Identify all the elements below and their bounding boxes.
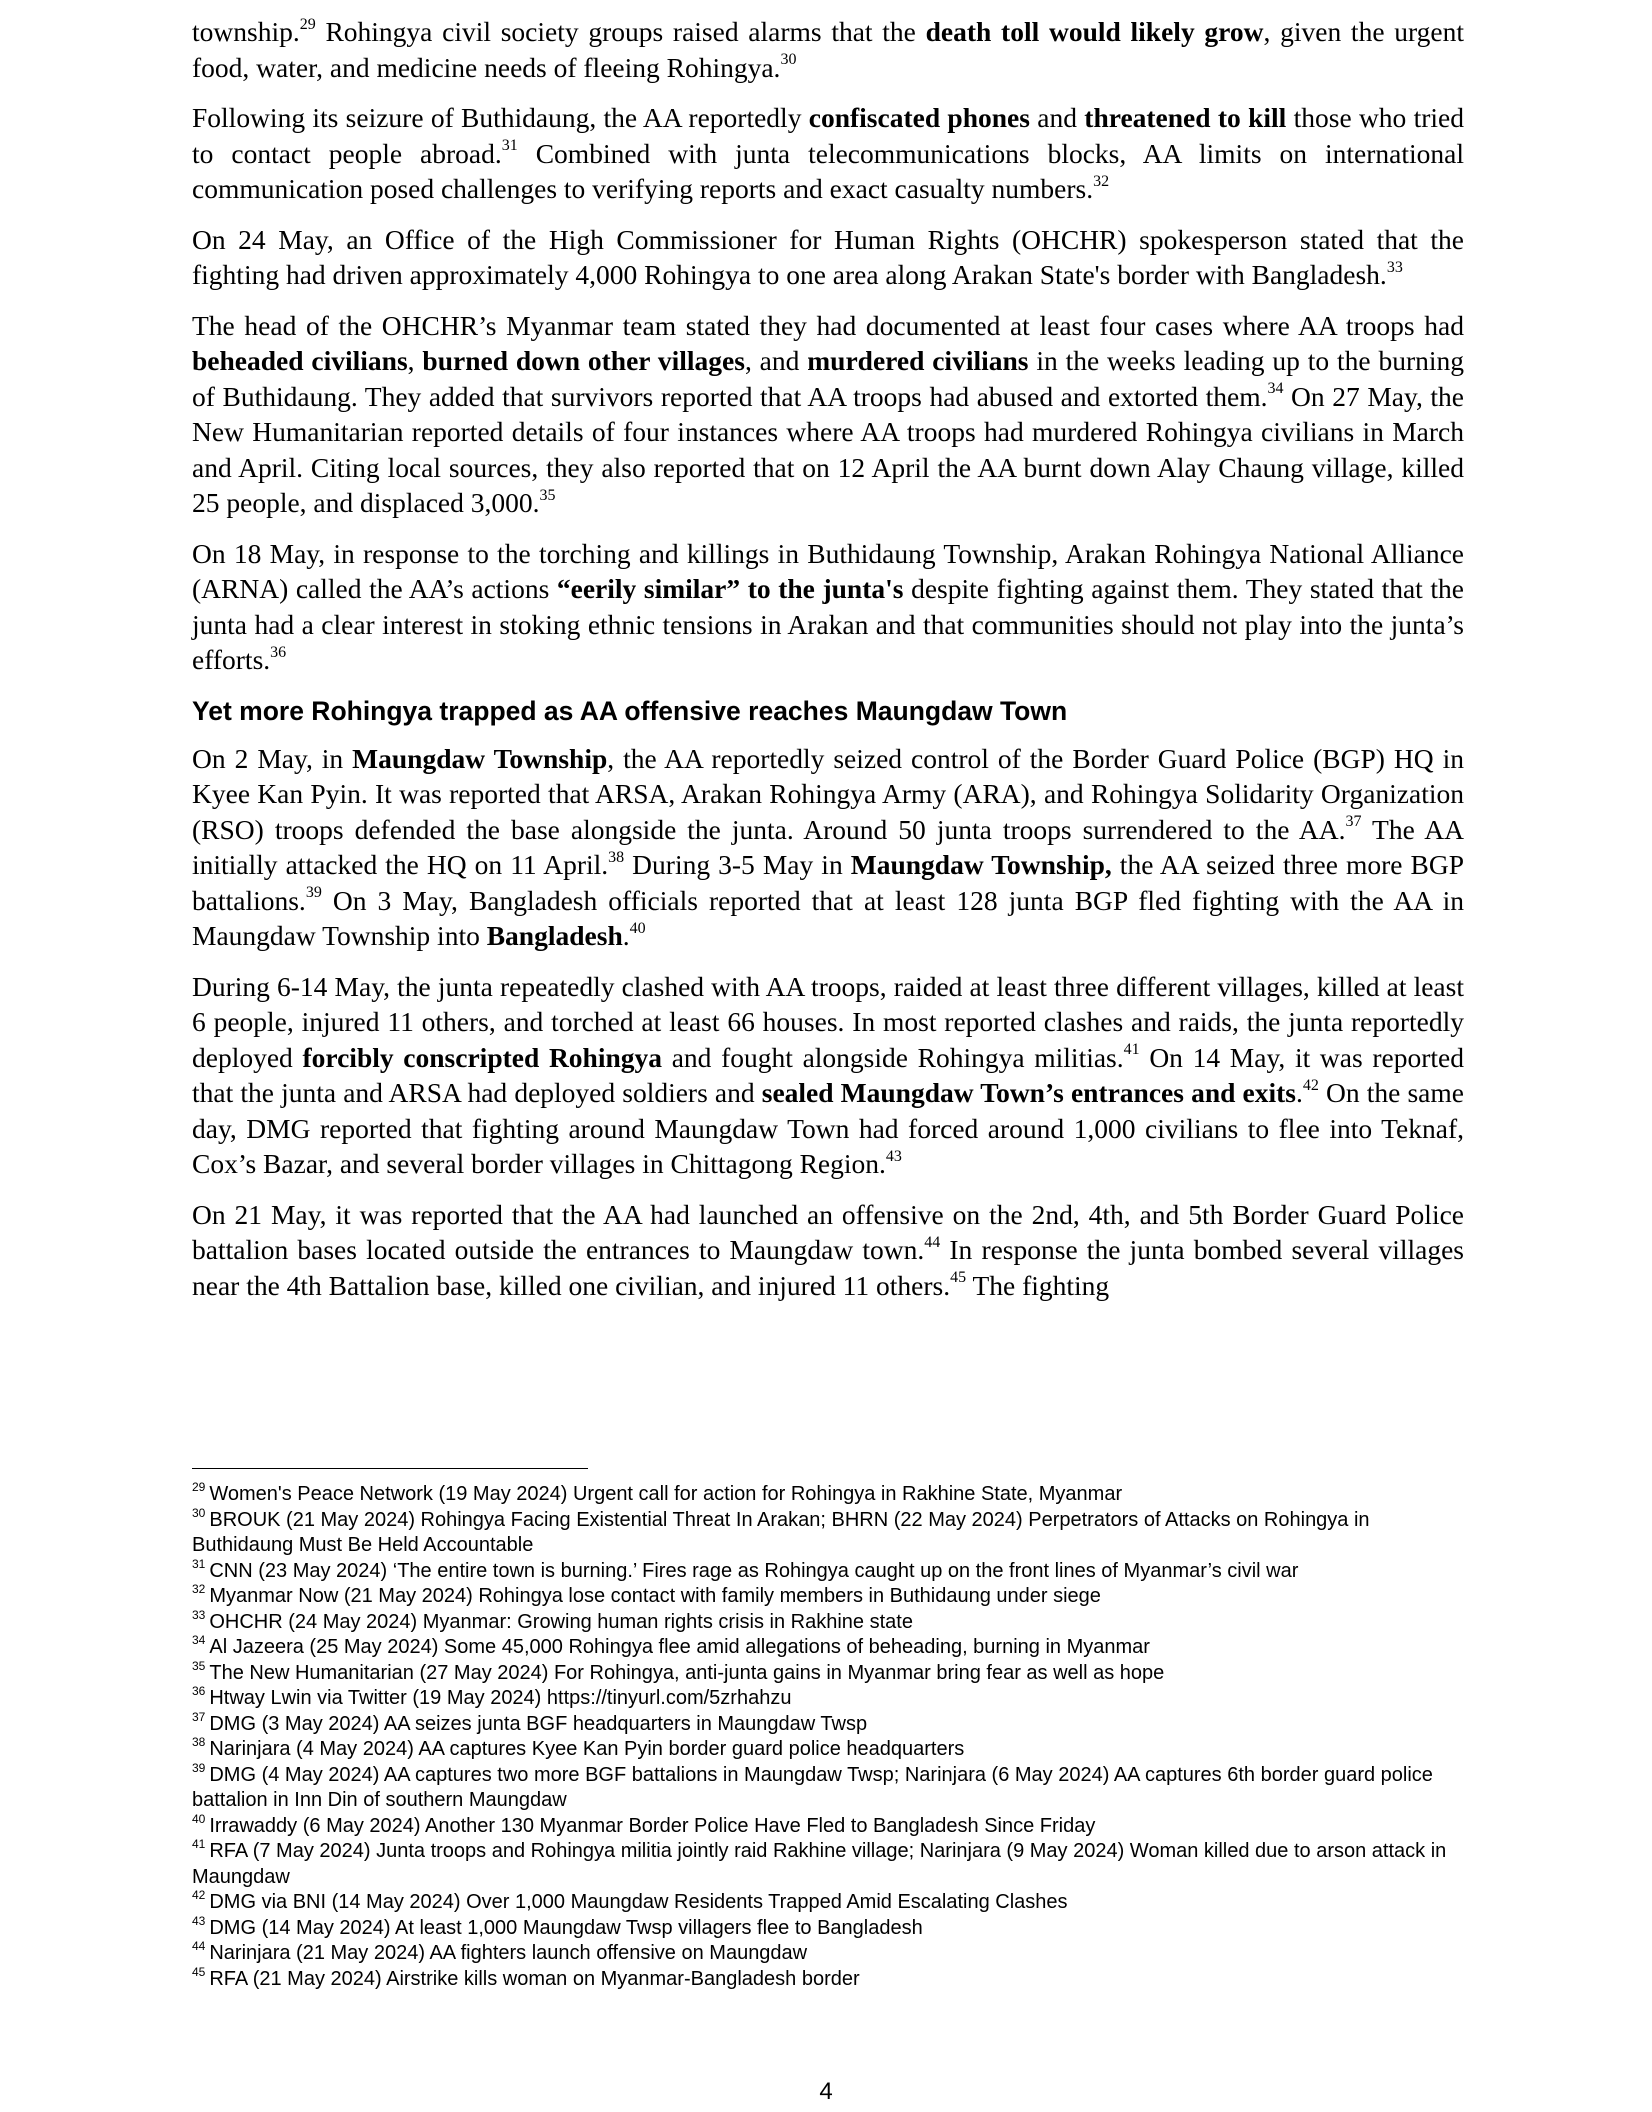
- footnote-ref: 30: [780, 51, 797, 69]
- text-run: Rohingya civil society groups raised alarms that the: [315, 16, 926, 47]
- text-run: The head of the OHCHR’s Myanmar team stated they had documented at least four cases where AA troops had: [192, 309, 1464, 341]
- bold-text: threatened to kill: [1084, 102, 1287, 133]
- footnote-text: RFA (7 May 2024) Junta troops and Rohingya militia jointly raid Rakhine village; Narinjara (9 May 2024) Woman killed due to arson attack in Maungdaw: [192, 1840, 1447, 1888]
- footnote-number: 31: [192, 1556, 206, 1571]
- footnote: [192, 1839, 1464, 1890]
- footnote-ref: 37: [1345, 813, 1362, 831]
- footnote-text: Narinjara (4 May 2024) AA captures Kyee Kan Pyin border guard police headquarters: [209, 1738, 965, 1760]
- footnote-number: 34: [192, 1633, 206, 1648]
- footnote-ref: 38: [608, 848, 625, 866]
- page-number: 4: [819, 2078, 833, 2105]
- text-run: in the weeks leading up to the burning of Buthidaung. They added that survivors reported that AA troops had abused and extorted them.: [192, 345, 1464, 412]
- body-text: [192, 14, 1464, 1318]
- footnote: [192, 1635, 1464, 1661]
- footnotes: [192, 1482, 1464, 1992]
- footnote-ref: 41: [1123, 1041, 1140, 1059]
- text-run: The fighting: [966, 1269, 1110, 1301]
- footnote-text: RFA (21 May 2024) Airstrike kills woman on Myanmar-Bangladesh border: [209, 1967, 860, 1990]
- bold-text: beheaded civilians: [192, 345, 408, 376]
- footnote-ref: 42: [1302, 1076, 1319, 1094]
- footnote-number: 41: [192, 1837, 206, 1852]
- footnote-ref: 31: [501, 137, 518, 155]
- footnote-text: BROUK (21 May 2024) Rohingya Facing Existential Threat In Arakan; BHRN (22 May 2024) Perpetrators of Attacks on Rohingya in Buthidaung Must Be Held Accountable: [192, 1508, 1370, 1556]
- text-run: On 14 May, it was reported that the junta and ARSA had deployed soldiers and: [192, 1041, 1464, 1108]
- footnote: [192, 1505, 1464, 1559]
- footnote-text: DMG (3 May 2024) AA seizes junta BGF headquarters in Maungdaw Twsp: [209, 1712, 868, 1735]
- text-run: ,: [407, 345, 423, 376]
- footnote-text: Women's Peace Network (19 May 2024) Urgent call for action for Rohingya in Rakhine State, Myanmar: [209, 1483, 1123, 1505]
- text-run: those who tried to contact people abroad.: [192, 102, 1465, 169]
- footnote-ref: 43: [885, 1147, 902, 1165]
- footnote-number: 35: [192, 1658, 206, 1673]
- bold-text: burned down other villages: [422, 345, 745, 376]
- footnote: [192, 1709, 1464, 1738]
- text-run: During 3-5 May in: [624, 849, 851, 880]
- text-run: .: [1296, 1077, 1303, 1108]
- footnote: [192, 1686, 1464, 1712]
- paragraph: [192, 1197, 1464, 1304]
- footnote-text: Narinjara (21 May 2024) AA fighters launch offensive on Maungdaw: [209, 1942, 808, 1964]
- footnote-number: 45: [192, 1964, 206, 1979]
- paragraph: [192, 100, 1464, 207]
- text-run: During 6-14 May, the junta repeatedly clashed with AA troops, raided at least three different villages, killed at least 6 people, injured 11 others, and torched at least 66 houses. In most reported clashes and raids, the junta reportedly deployed: [192, 970, 1464, 1073]
- footnote-number: 38: [192, 1735, 206, 1750]
- footnote: [192, 1760, 1464, 1814]
- text-run: On 24 May, an Office of the High Commissioner for Human Rights (OHCHR) spokesperson stated that the fighting had driven approximately 4,000 Rohingya to one area along Arakan State's border with Bangladesh.: [192, 223, 1464, 290]
- footnote: [192, 1658, 1464, 1687]
- text-run: In response the junta bombed several villages near the 4th Battalion base, killed one civilian, and injured 11 others.: [192, 1234, 1464, 1301]
- bold-text: murdered civilians: [807, 345, 1029, 376]
- footnote: [192, 1913, 1464, 1942]
- text-run: and fought alongside Rohingya militias.: [662, 1041, 1124, 1073]
- section-heading: Yet more Rohingya trapped as AA offensive reaches Maungdaw Town: [192, 695, 1068, 726]
- footnote-ref: 45: [950, 1269, 967, 1287]
- footnote-text: DMG (4 May 2024) AA captures two more BGF battalions in Maungdaw Twsp; Narinjara (6 May 2024) AA captures 6th border guard police battalion in Inn Din of southern Maungdaw: [192, 1763, 1433, 1811]
- footnote-text: Irrawaddy (6 May 2024) Another 130 Myanmar Border Police Have Fled to Bangladesh Since Friday: [209, 1814, 1096, 1837]
- paragraphs-section-2: [192, 741, 1464, 1304]
- paragraph: [192, 14, 1464, 85]
- footnote-text: OHCHR (24 May 2024) Myanmar: Growing human rights crisis in Rakhine state: [209, 1610, 913, 1633]
- footnote-ref: 33: [1386, 258, 1403, 276]
- bold-text: sealed Maungdaw Town’s entrances and exits: [761, 1077, 1297, 1108]
- text-run: On 21 May, it was reported that the AA had launched an offensive on the 2nd, 4th, and 5th Border Guard Police battalion bases located outside the entrances to Maungdaw town.: [192, 1198, 1464, 1265]
- text-run: Combined with junta telecommunications blocks, AA limits on international communication posed challenges to verifying reports and exact casualty numbers.: [192, 137, 1464, 204]
- footnote-text: DMG via BNI (14 May 2024) Over 1,000 Maungdaw Residents Trapped Amid Escalating Clashes: [209, 1891, 1068, 1913]
- footnote-ref: 44: [924, 1233, 941, 1251]
- text-run: On 18 May, in response to the torching and killings in Buthidaung Township, Arakan Rohingya National Alliance (ARNA) called the AA’s actions: [192, 537, 1464, 604]
- footnote-ref: 39: [305, 884, 322, 902]
- bold-text: Maungdaw Township,: [850, 849, 1112, 880]
- text-run: On 3 May, Bangladesh officials reported that at least 128 junta BGP fled fighting with the AA in Maungdaw Township into: [192, 884, 1464, 951]
- bold-text: confiscated phones: [808, 102, 1030, 133]
- footnote-number: 32: [192, 1582, 206, 1597]
- footnote-ref: 34: [1267, 380, 1284, 398]
- text-run: .: [622, 920, 630, 951]
- footnote: [192, 1737, 1464, 1763]
- text-run: The AA initially attacked the HQ on 11 April.: [192, 813, 1464, 880]
- paragraph: [192, 741, 1464, 954]
- footnote-separator: [192, 1468, 588, 1469]
- footnote: [192, 1556, 1464, 1585]
- footnote-ref: 32: [1093, 172, 1110, 190]
- paragraph: [192, 308, 1464, 521]
- footnote-text: The New Humanitarian (27 May 2024) For Rohingya, anti-junta gains in Myanmar bring fear as well as hope: [209, 1661, 1165, 1684]
- footnote-number: 33: [192, 1607, 206, 1622]
- footnote: [192, 1964, 1464, 1993]
- bold-text: forcibly conscripted Rohingya: [302, 1041, 663, 1073]
- bold-text: Maungdaw Township: [352, 742, 608, 774]
- footnote-number: 36: [192, 1684, 206, 1699]
- bold-text: Bangladesh: [486, 920, 623, 951]
- footnote-number: 29: [192, 1480, 206, 1495]
- text-run: township.: [192, 16, 300, 47]
- footnote-number: 30: [192, 1505, 206, 1520]
- footnote: [192, 1607, 1464, 1636]
- footnote-text: Htway Lwin via Twitter (19 May 2024) https://tinyurl.com/5zrhahzu: [209, 1687, 792, 1709]
- footnote-text: CNN (23 May 2024) ‘The entire town is burning.’ Fires rage as Rohingya caught up on the front lines of Myanmar’s civil war: [209, 1559, 1299, 1582]
- footnote-text: Myanmar Now (21 May 2024) Rohingya lose contact with family members in Buthidaung under siege: [209, 1585, 1101, 1607]
- paragraph: [192, 536, 1464, 678]
- footnote-text: DMG (14 May 2024) At least 1,000 Maungdaw Twsp villagers flee to Bangladesh: [209, 1916, 923, 1939]
- footnote-number: 39: [192, 1760, 206, 1775]
- text-run: On 27 May, the New Humanitarian reported details of four instances where AA troops had murdered Rohingya civilians in March and April. Citing local sources, they also reported that on 12 April the AA burnt down Alay Chaung village, killed 25 people, and displaced 3,000.: [192, 380, 1464, 518]
- paragraph: [192, 969, 1464, 1182]
- paragraphs-section-1: [192, 14, 1464, 678]
- footnote-number: 43: [192, 1913, 206, 1928]
- footnote: [192, 1941, 1464, 1967]
- footnote-number: 40: [192, 1811, 206, 1826]
- footnote: [192, 1584, 1464, 1610]
- footnote-ref: 40: [629, 919, 646, 937]
- text-run: , given the urgent food, water, and medicine needs of fleeing Rohingya.: [192, 16, 1465, 83]
- footnote-ref: 29: [299, 15, 316, 33]
- text-run: Following its seizure of Buthidaung, the AA reportedly: [192, 102, 809, 133]
- text-run: the AA seized three more BGP battalions.: [192, 849, 1464, 916]
- bold-text: “eerily similar” to the junta's: [556, 573, 904, 604]
- footnote-number: 44: [192, 1939, 206, 1954]
- footnote: [192, 1482, 1464, 1508]
- text-run: On the same day, DMG reported that fighting around Maungdaw Town had forced around 1,000 civilians to flee into Teknaf, Cox’s Bazar, and several border villages in Chittagong Region.: [192, 1077, 1464, 1179]
- footnote-number: 37: [192, 1709, 206, 1724]
- text-run: despite fighting against them. They stated that the junta had a clear interest in stoking ethnic tensions in Arakan and that communities should not play into the junta’s efforts.: [192, 573, 1464, 675]
- text-run: , the AA reportedly seized control of the Border Guard Police (BGP) HQ in Kyee Kan Pyin. It was reported that ARSA, Arakan Rohingya Army (ARA), and Rohingya Solidarity Organization (RSO) troops defended the base alongside the junta. Around 50 junta troops surrendered to the AA.: [192, 742, 1464, 845]
- footnote-ref: 35: [539, 486, 556, 504]
- footnote-text: Al Jazeera (25 May 2024) Some 45,000 Rohingya flee amid allegations of beheading, burning in Myanmar: [209, 1636, 1150, 1658]
- footnote: [192, 1811, 1464, 1840]
- footnote-ref: 36: [270, 643, 287, 661]
- paragraph: [192, 222, 1464, 293]
- bold-text: death toll would likely grow: [925, 16, 1264, 47]
- text-run: On 2 May, in: [192, 742, 353, 774]
- text-run: , and: [744, 345, 808, 376]
- footnote-number: 42: [192, 1888, 206, 1903]
- footnote: [192, 1890, 1464, 1916]
- text-run: and: [1029, 102, 1085, 133]
